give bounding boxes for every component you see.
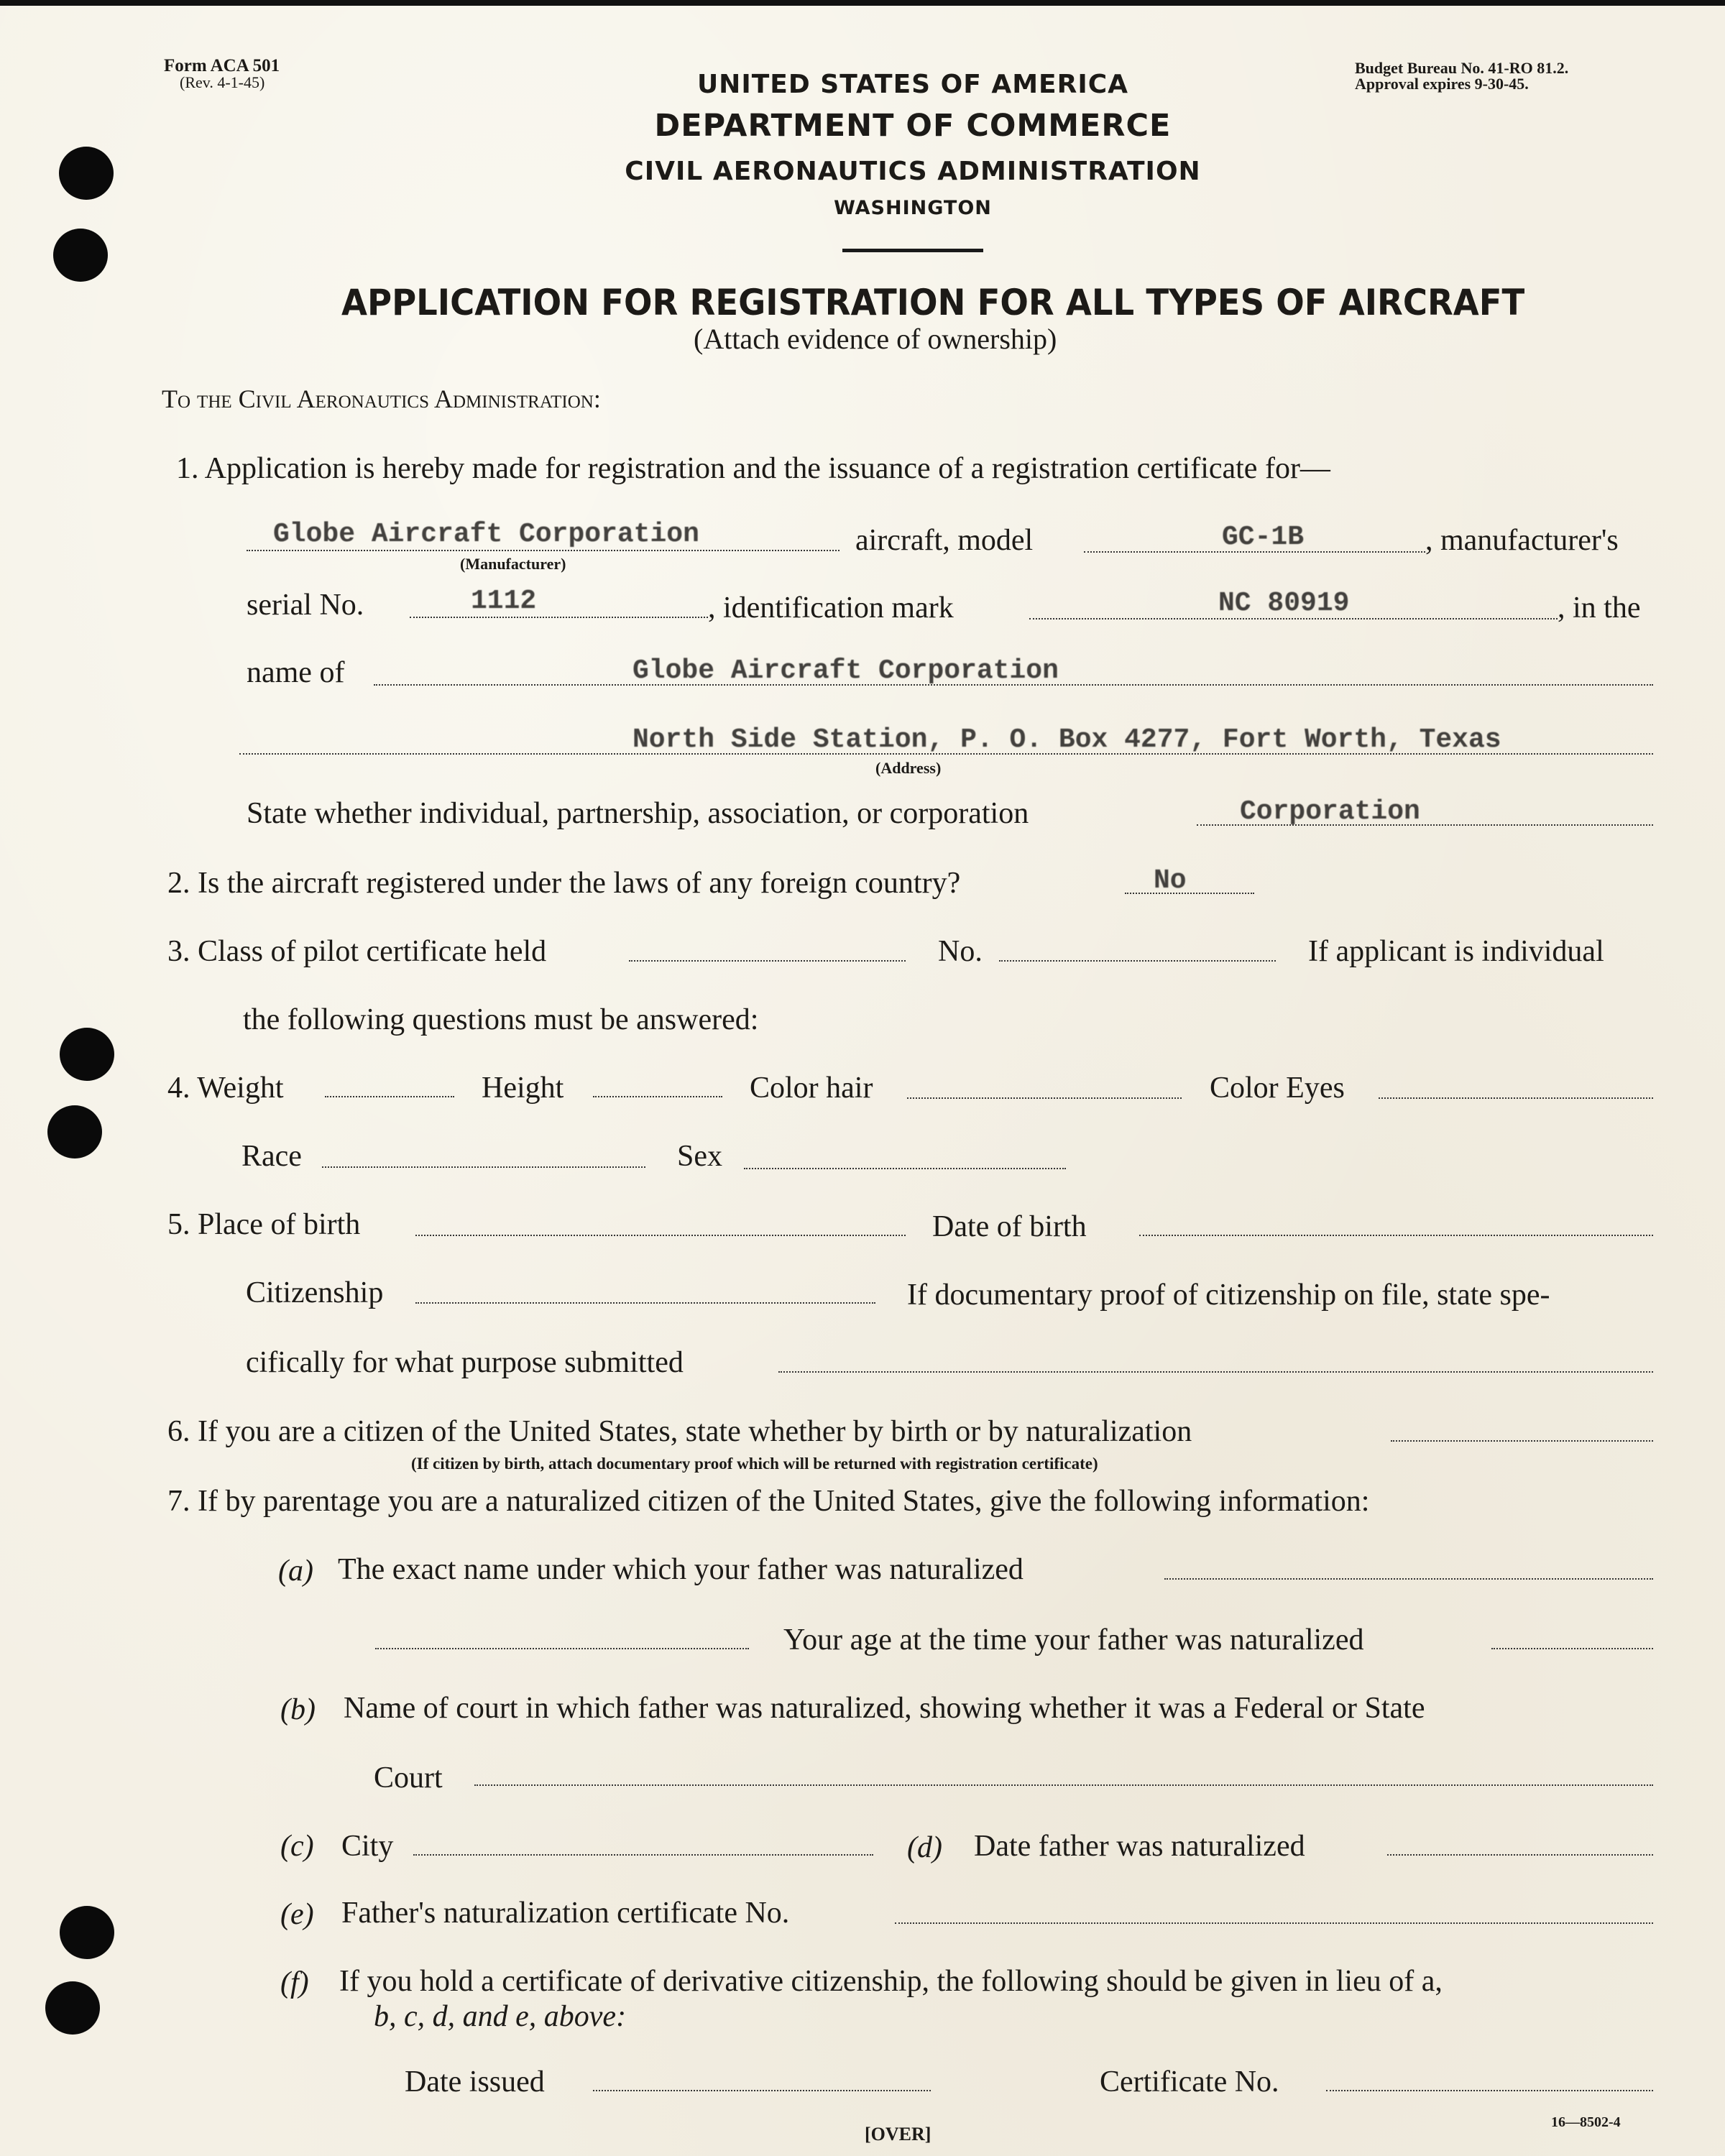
form-revision: (Rev. 4-1-45): [180, 73, 265, 91]
manufacturer-field[interactable]: [247, 550, 840, 551]
city-label: City: [341, 1830, 394, 1863]
address-caption: (Address): [875, 759, 942, 777]
section-1-intro: 1. Application is hereby made for registration and the issuance of a registration certificate for—: [176, 452, 1330, 485]
aircraft-model-label: aircraft, model: [855, 524, 1034, 557]
manufacturer-value: Globe Aircraft Corporation: [273, 519, 699, 550]
entity-type-value: Corporation: [1240, 796, 1420, 827]
punch-hole-icon: [53, 229, 108, 282]
address-value: North Side Station, P. O. Box 4277, Fort Worth, Texas: [632, 724, 1501, 755]
certificate-no-label: Certificate No.: [1100, 2065, 1279, 2099]
header-city: WASHINGTON: [834, 197, 992, 219]
item-f-marker: (f): [280, 1966, 309, 1999]
item-f-label-1: If you hold a certificate of derivative citizenship, the following should be given in lieu of a,: [339, 1965, 1443, 1998]
serial-field[interactable]: [410, 617, 708, 618]
eye-color-field[interactable]: [1379, 1097, 1653, 1099]
model-value: GC-1B: [1222, 522, 1305, 553]
serial-value: 1112: [471, 586, 537, 617]
punch-hole-icon: [60, 1028, 114, 1081]
name-of-label: name of: [247, 656, 345, 689]
scan-top-edge: [0, 0, 1725, 6]
section-3-class-label: 3. Class of pilot certificate held: [167, 935, 547, 968]
date-issued-label: Date issued: [405, 2065, 545, 2099]
item-d-marker: (d): [907, 1831, 942, 1864]
punch-hole-icon: [47, 1105, 102, 1158]
proof-label-2: cifically for what purpose submitted: [246, 1346, 684, 1379]
date-naturalized-label: Date father was naturalized: [974, 1830, 1305, 1863]
manufacturer-caption: (Manufacturer): [460, 555, 566, 573]
foreign-registration-value: No: [1154, 865, 1187, 896]
individual-note-2: the following questions must be answered:: [243, 1003, 759, 1036]
punch-hole-icon: [45, 1981, 100, 2035]
citizenship-basis-field[interactable]: [1391, 1440, 1653, 1442]
race-label: Race: [242, 1140, 302, 1173]
age-at-naturalization-field[interactable]: [1491, 1648, 1653, 1649]
naturalization-cert-label: Father's naturalization certificate No.: [341, 1897, 790, 1930]
foreign-registration-field[interactable]: [1125, 893, 1254, 894]
over-marker: [OVER]: [865, 2124, 932, 2145]
citizenship-label: Citizenship: [246, 1276, 384, 1309]
date-of-birth-label: Date of birth: [932, 1210, 1087, 1243]
eye-color-label: Color Eyes: [1210, 1072, 1345, 1105]
individual-note-1: If applicant is individual: [1308, 935, 1604, 968]
city-field[interactable]: [413, 1854, 873, 1856]
certificate-no-field[interactable]: [1326, 2090, 1653, 2091]
weight-label: 4. Weight: [167, 1072, 284, 1105]
place-of-birth-field[interactable]: [415, 1235, 906, 1236]
height-label: Height: [482, 1072, 564, 1105]
manufacturers-label: , manufacturer's: [1425, 524, 1619, 557]
hair-color-label: Color hair: [750, 1072, 873, 1105]
form-subtitle: (Attach evidence of ownership): [694, 323, 1057, 355]
court-field[interactable]: [474, 1784, 1653, 1786]
age-at-naturalization-label: Your age at the time your father was naturalized: [783, 1623, 1364, 1657]
pilot-number-field[interactable]: [999, 960, 1276, 962]
entity-type-label: State whether individual, partnership, association, or corporation: [247, 797, 1029, 830]
sex-field[interactable]: [744, 1168, 1066, 1169]
hair-color-field[interactable]: [907, 1097, 1182, 1099]
court-label: Court: [374, 1761, 443, 1795]
section-6-note: (If citizen by birth, attach documentary proof which will be returned with registration certificate): [411, 1455, 1098, 1473]
date-issued-field[interactable]: [593, 2090, 931, 2091]
header-country: UNITED STATES OF AMERICA: [696, 70, 1129, 99]
identification-mark-label: , identification mark: [708, 591, 954, 625]
pilot-number-label: No.: [938, 935, 983, 968]
date-of-birth-field[interactable]: [1139, 1235, 1653, 1236]
item-a-marker: (a): [278, 1554, 313, 1588]
item-b-marker: (b): [280, 1693, 316, 1726]
header-divider: [842, 249, 983, 252]
father-name-continuation-field[interactable]: [375, 1648, 749, 1649]
pilot-class-field[interactable]: [629, 960, 906, 962]
header-agency: CIVIL AERONAUTICS ADMINISTRATION: [625, 157, 1201, 186]
naturalization-cert-field[interactable]: [895, 1922, 1653, 1924]
approval-expiry: Approval expires 9-30-45.: [1355, 75, 1529, 93]
weight-field[interactable]: [325, 1096, 454, 1097]
height-field[interactable]: [593, 1096, 722, 1097]
race-field[interactable]: [322, 1166, 645, 1168]
budget-bureau-number: Budget Bureau No. 41-RO 81.2.: [1355, 59, 1569, 77]
identification-mark-value: NC 80919: [1218, 588, 1350, 619]
father-name-field[interactable]: [1164, 1578, 1653, 1580]
proof-label-1: If documentary proof of citizenship on file, state spe-: [907, 1279, 1550, 1312]
place-of-birth-label: 5. Place of birth: [167, 1208, 361, 1241]
item-c-marker: (c): [280, 1830, 314, 1863]
print-code: 16—8502-4: [1551, 2114, 1621, 2130]
sex-label: Sex: [677, 1140, 722, 1173]
section-6-label: 6. If you are a citizen of the United States, state whether by birth or by naturalization: [167, 1415, 1192, 1448]
proof-purpose-field[interactable]: [778, 1371, 1653, 1373]
item-e-marker: (e): [280, 1898, 314, 1931]
owner-name-value: Globe Aircraft Corporation: [632, 655, 1059, 686]
form-title: APPLICATION FOR REGISTRATION FOR ALL TYPES OF AIRCRAFT: [341, 282, 1525, 323]
section-7-intro: 7. If by parentage you are a naturalized citizen of the United States, give the following information:: [167, 1485, 1370, 1518]
header-department: DEPARTMENT OF COMMERCE: [654, 108, 1172, 144]
citizenship-field[interactable]: [415, 1302, 875, 1304]
item-b-label: Name of court in which father was naturalized, showing whether it was a Federal or State: [344, 1692, 1425, 1725]
item-f-label-2: b, c, d, and e, above:: [374, 2000, 627, 2033]
form-number: Form ACA 501: [164, 56, 280, 75]
section-2-label: 2. Is the aircraft registered under the laws of any foreign country?: [167, 867, 961, 900]
punch-hole-icon: [60, 1906, 114, 1959]
salutation: To the Civil Aeronautics Administration:: [162, 384, 601, 413]
in-the-label: , in the: [1558, 591, 1641, 625]
item-a-label: The exact name under which your father was naturalized: [338, 1553, 1024, 1586]
serial-label: serial No.: [247, 589, 364, 622]
date-naturalized-field[interactable]: [1387, 1854, 1653, 1856]
